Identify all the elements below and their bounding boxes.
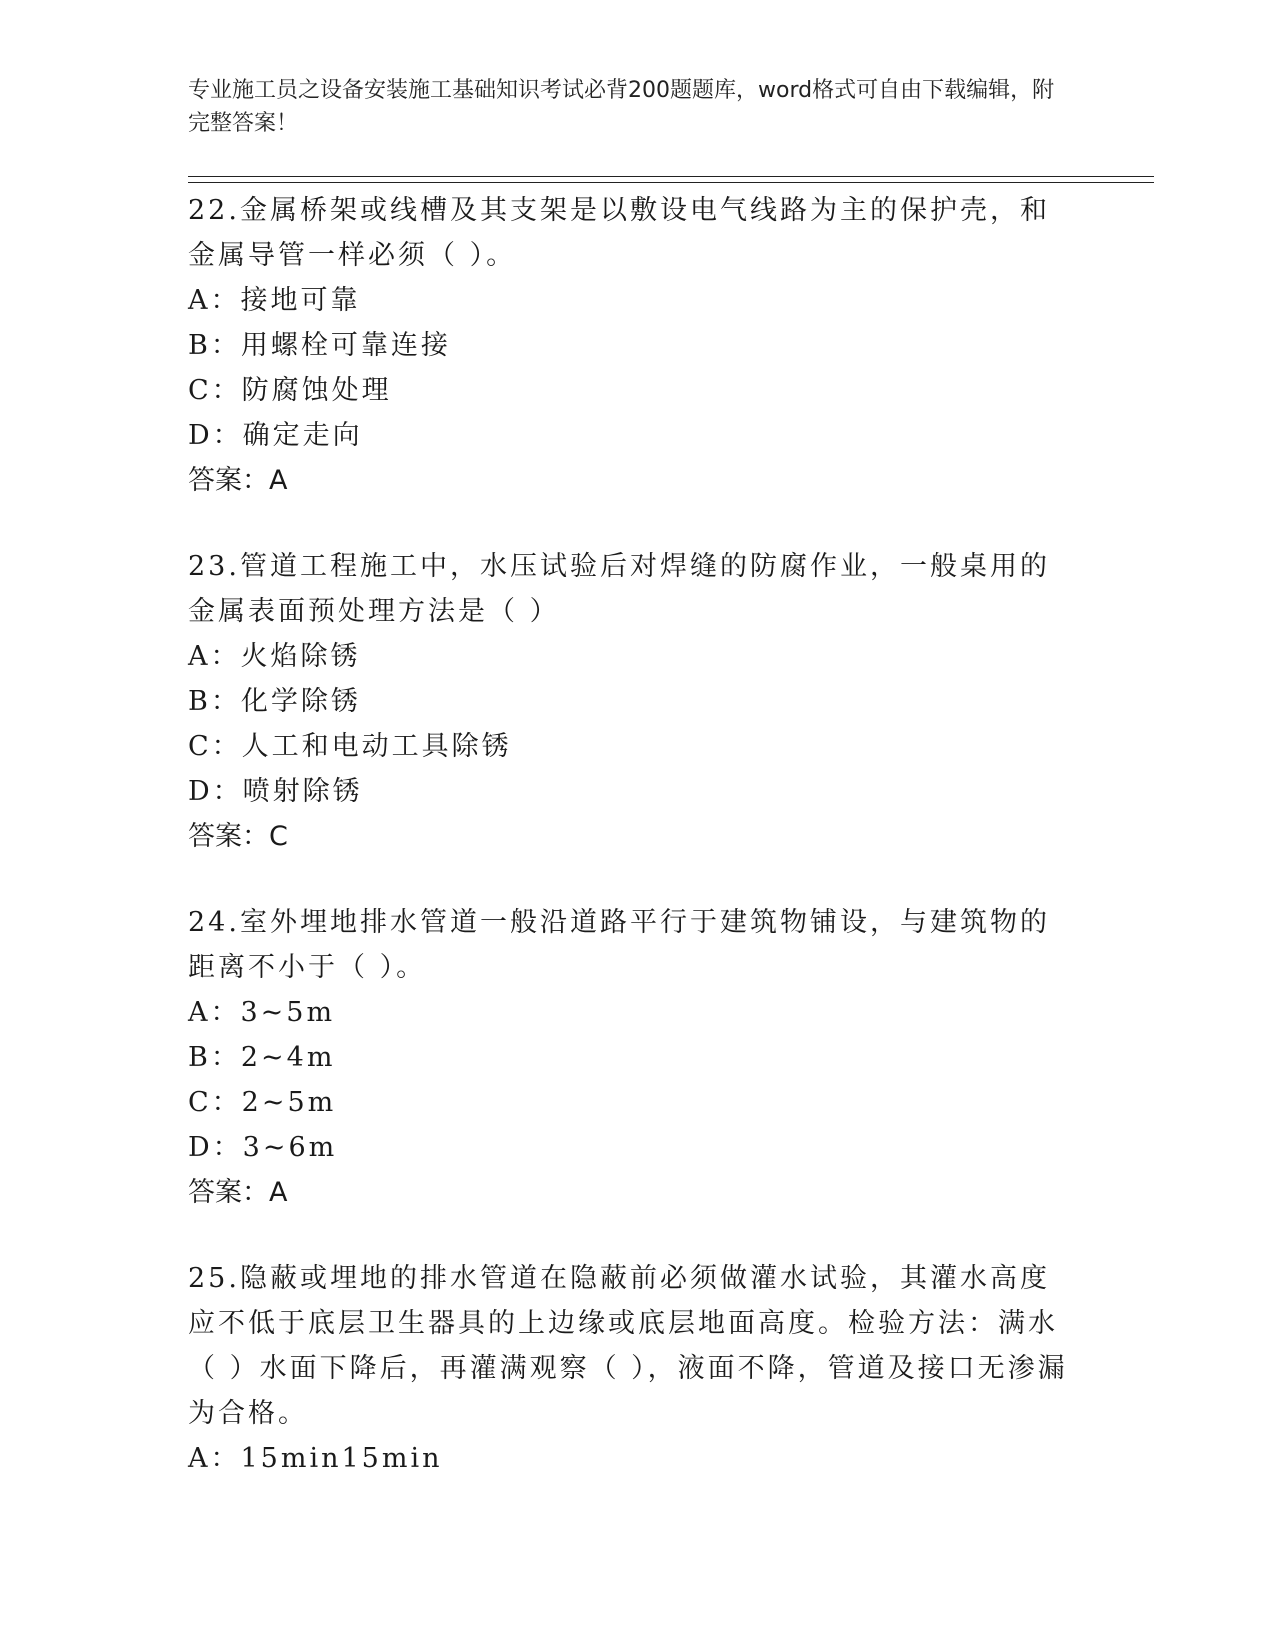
option-d: D：3~6m bbox=[188, 1132, 338, 1163]
option-c: C：2~5m bbox=[188, 1087, 337, 1118]
header-title: 专业施工员之设备安装施工基础知识考试必背200题题库，word格式可自由下载编辑，附完整答案！ bbox=[188, 78, 1055, 136]
option-b: B：用螺栓可靠连接 bbox=[188, 330, 451, 361]
answer-line: 答案：A bbox=[188, 1177, 288, 1208]
question-text: 25.隐蔽或埋地的排水管道在隐蔽前必须做灌水试验，其灌水高度应不低于底层卫生器具的上边缘或底层地面高度。检验方法：满水（ ）水面下降后，再灌满观察（ ），液面不降，管道及接口无渗漏为合格。 bbox=[188, 1263, 1068, 1429]
document-header bbox=[188, 74, 1068, 140]
option-a: A：15min15min bbox=[188, 1443, 443, 1474]
header-divider-top bbox=[188, 176, 1154, 177]
option-c: C：防腐蚀处理 bbox=[188, 375, 392, 406]
question-text: 23.管道工程施工中，水压试验后对焊缝的防腐作业，一般桌用的金属表面预处理方法是（ ） bbox=[188, 551, 1050, 627]
answer-line: 答案：A bbox=[188, 465, 288, 496]
option-b: B：2~4m bbox=[188, 1042, 336, 1073]
question-24 bbox=[188, 900, 1068, 1215]
option-b: B：化学除锈 bbox=[188, 686, 361, 717]
question-22 bbox=[188, 188, 1068, 503]
question-text: 24.室外埋地排水管道一般沿道路平行于建筑物铺设，与建筑物的距离不小于（ ）。 bbox=[188, 907, 1050, 983]
answer-line: 答案：C bbox=[188, 821, 288, 852]
option-a: A：火焰除锈 bbox=[188, 641, 361, 672]
question-23 bbox=[188, 544, 1068, 859]
question-text: 22.金属桥架或线槽及其支架是以敷设电气线路为主的保护壳，和金属导管一样必须（ ）。 bbox=[188, 195, 1050, 271]
option-a: A：接地可靠 bbox=[188, 285, 361, 316]
option-c: C：人工和电动工具除锈 bbox=[188, 731, 512, 762]
option-d: D：确定走向 bbox=[188, 420, 363, 451]
question-list bbox=[188, 188, 1068, 1522]
question-25 bbox=[188, 1256, 1068, 1481]
option-a: A：3~5m bbox=[188, 997, 336, 1028]
option-d: D：喷射除锈 bbox=[188, 776, 363, 807]
header-divider-bottom bbox=[188, 182, 1154, 183]
